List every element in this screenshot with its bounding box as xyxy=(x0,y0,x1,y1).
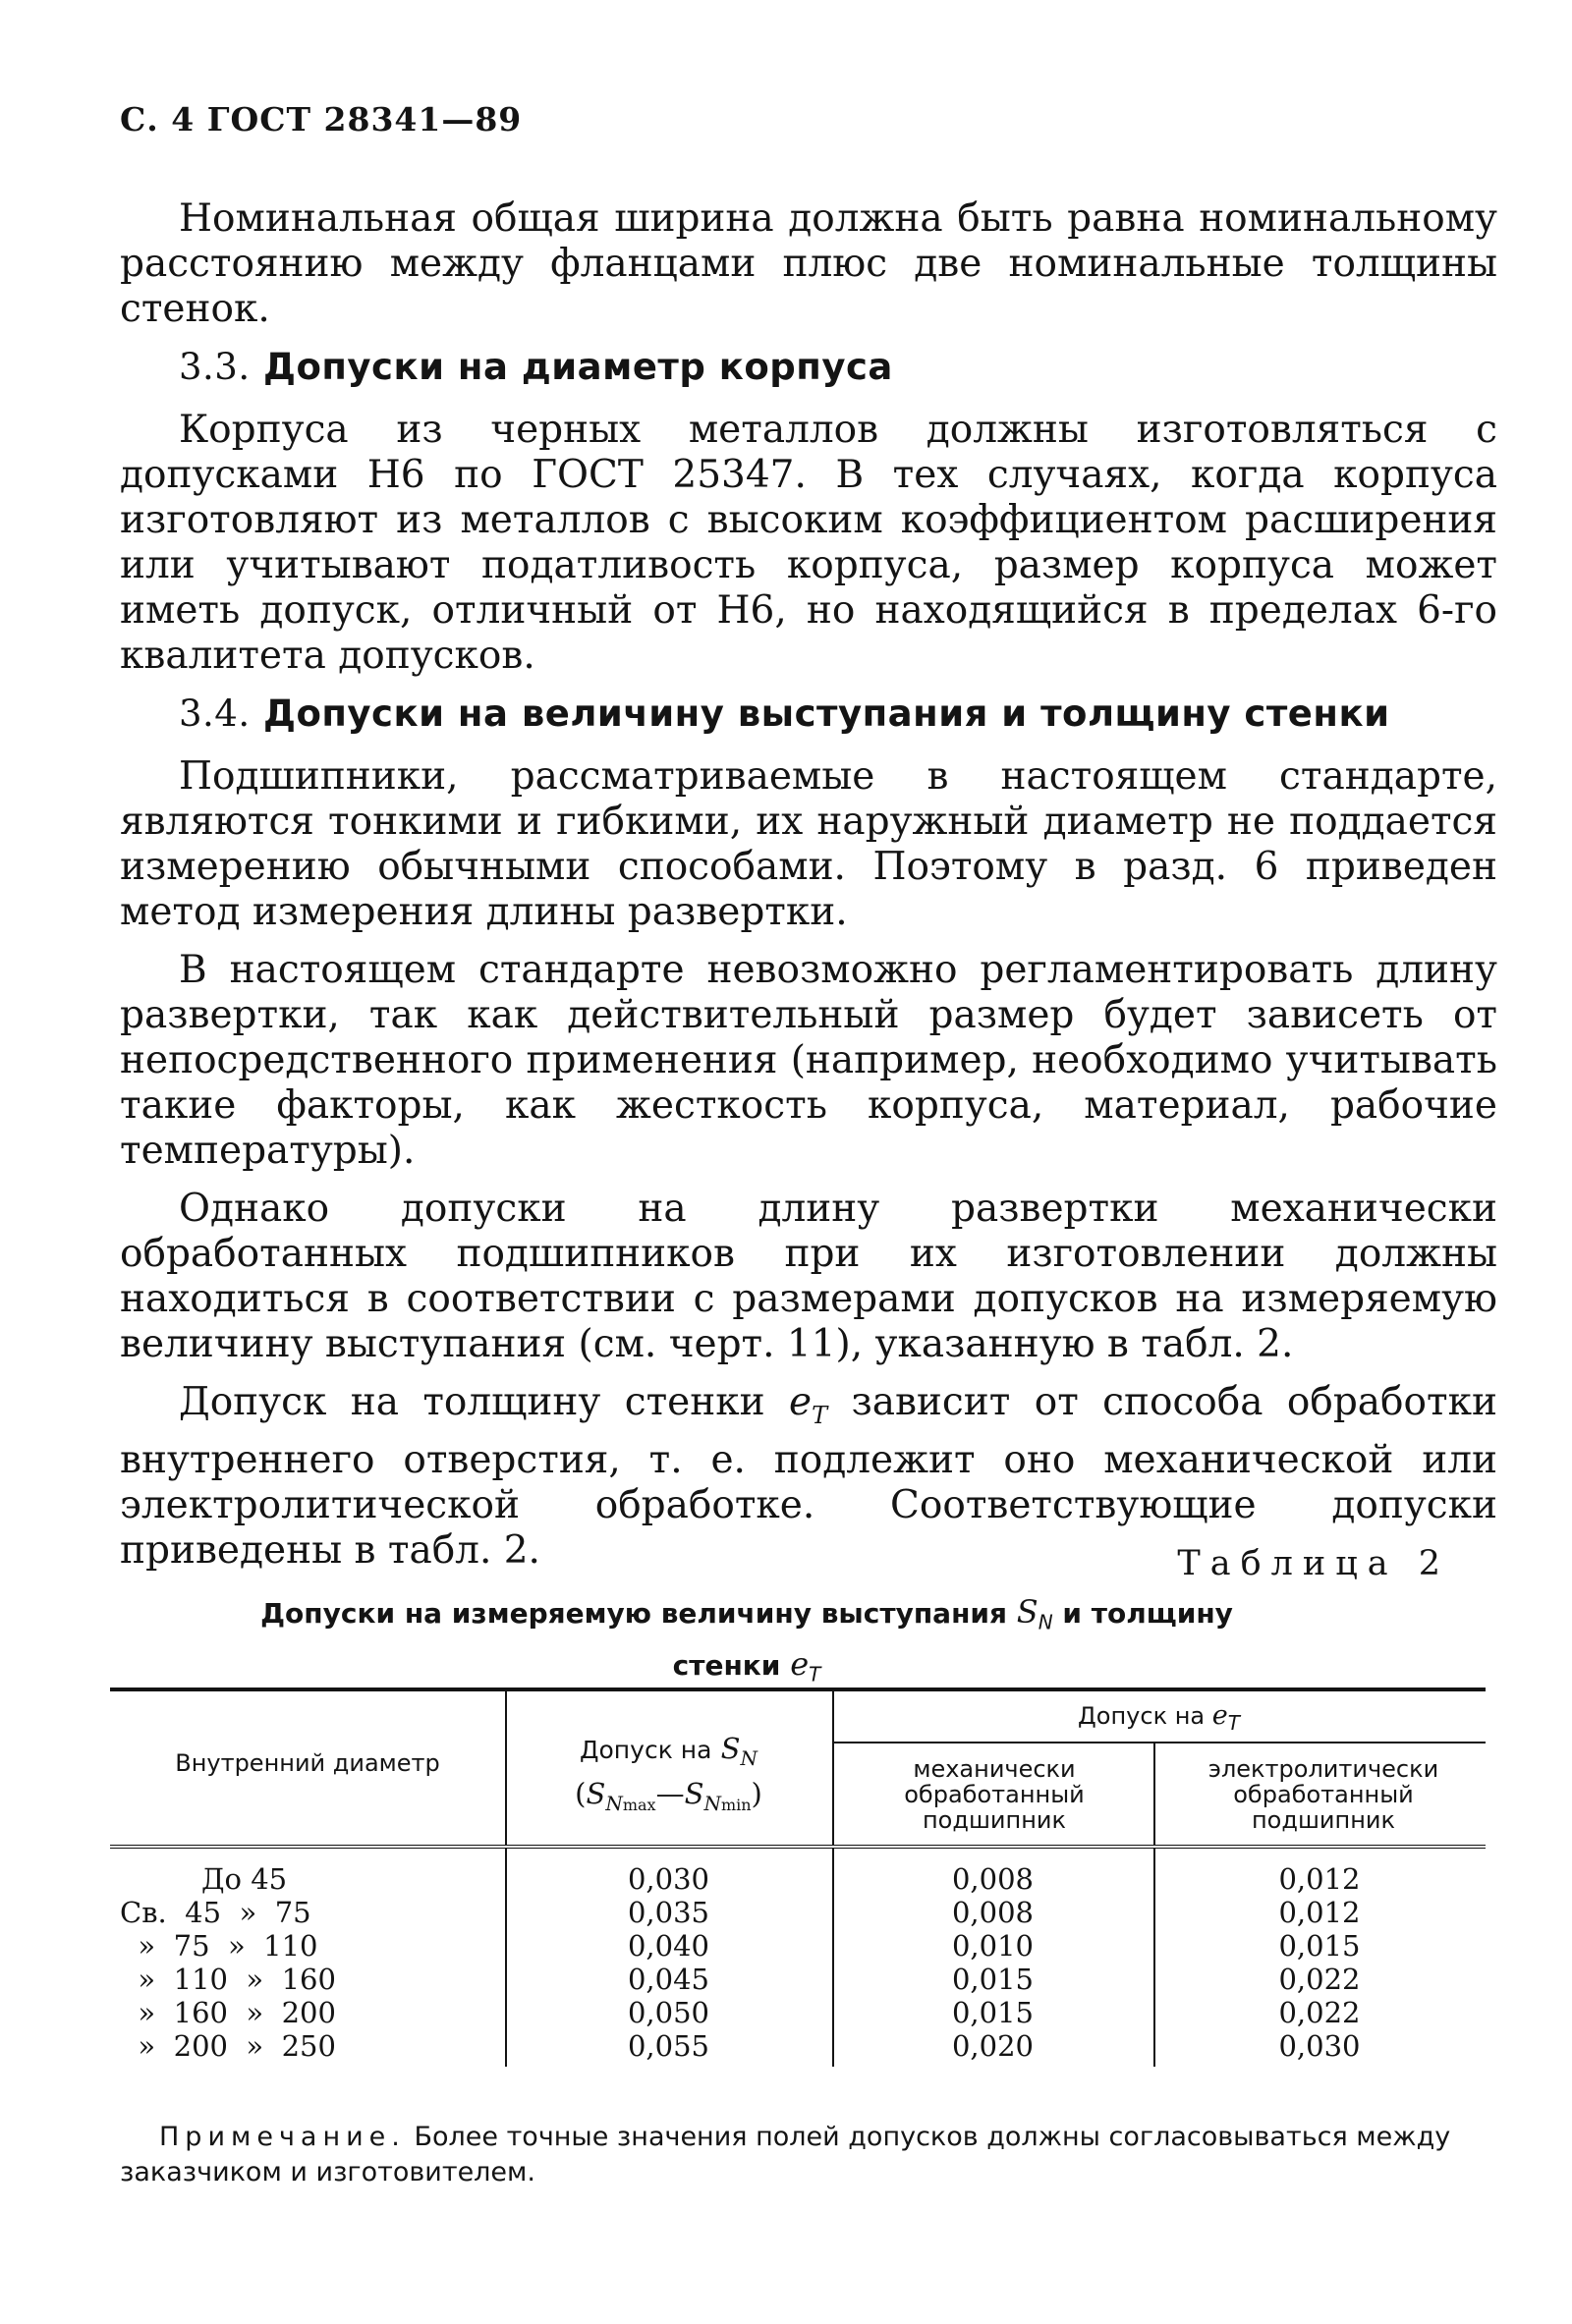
header-et-label: Допуск на xyxy=(1078,1702,1206,1730)
symbol-e: e xyxy=(788,1380,813,1424)
column-electrolytic xyxy=(1153,1862,1486,2063)
table-cell-mech: 0,020 xyxy=(951,2029,1035,2063)
header-sn-sub: N xyxy=(740,1745,758,1770)
symbol-e-subscript: T xyxy=(812,1401,828,1429)
section-3-3-title: Допуски на диаметр корпуса xyxy=(263,346,893,388)
title-symbol-s: S xyxy=(1016,1593,1039,1631)
table-header-row xyxy=(110,1691,1486,1849)
formula-n1: N xyxy=(605,1791,623,1815)
table-title-b: и толщину xyxy=(1062,1597,1233,1630)
table-cell-mech: 0,015 xyxy=(951,1963,1035,1996)
header-divider-3 xyxy=(1153,1743,1155,1845)
title-symbol-e: e xyxy=(790,1644,810,1683)
formula-s1: S xyxy=(586,1776,606,1810)
column-sn xyxy=(505,1862,832,2063)
section-3-3-number: 3.3. xyxy=(179,346,251,388)
formula-min: min xyxy=(720,1795,752,1814)
title-symbol-e-sub: T xyxy=(809,1662,821,1687)
table-label: Таблица 2 xyxy=(1177,1544,1450,1583)
section-3-4-title: Допуски на величину выступания и толщину стенки xyxy=(263,692,1390,735)
paragraph-bearings-thin: Подшипники, рассматриваемые в настоящем стандарте, являются тонкими и гибкими, их наружный диаметр не поддается измерению обычными способами. Поэтому в разд. 6 приведен метод измерения длины развертки. xyxy=(120,754,1497,934)
column-diameter xyxy=(120,1862,493,2063)
table-cell-sn: 0,045 xyxy=(627,1963,710,1996)
formula-max: max xyxy=(622,1795,656,1814)
table-row-diameter: » 75 » 110 xyxy=(120,1929,318,1963)
table-cell-elec: 0,030 xyxy=(1278,2029,1361,2063)
table-note xyxy=(120,2120,1495,2190)
table-cell-elec: 0,022 xyxy=(1278,1996,1361,2029)
table-row-diameter: Св. 45 » 75 xyxy=(120,1896,311,1929)
column-mechanical xyxy=(832,1862,1153,2063)
formula-open: ( xyxy=(575,1776,587,1810)
paragraph-housing-tolerance: Корпуса из черных металлов должны изготовляться с допусками Н6 по ГОСТ 25347. В тех случаях, когда корпуса изготовляют из металлов с высоким коэффициентом расширения или учитывают податливость корпуса, размер корпуса может иметь допуск, отличный от Н6, но находящийся в пределах 6-го квалитета допусков. xyxy=(120,408,1497,678)
table-cell-elec: 0,012 xyxy=(1278,1896,1361,1929)
table-cell-sn: 0,035 xyxy=(627,1896,710,1929)
section-3-4-heading xyxy=(179,692,1497,737)
table-cell-sn: 0,030 xyxy=(627,1862,710,1896)
table-title-c: стенки xyxy=(672,1648,781,1682)
formula-n2: N xyxy=(703,1791,721,1815)
table-row-diameter: » 110 » 160 xyxy=(120,1963,336,1996)
table-row-diameter: » 160 » 200 xyxy=(120,1996,336,2029)
formula-s2: S xyxy=(684,1776,704,1810)
table-cell-sn: 0,050 xyxy=(627,1996,710,2029)
table-cell-sn: 0,040 xyxy=(627,1929,710,1963)
table-cell-elec: 0,015 xyxy=(1278,1929,1361,1963)
body-text xyxy=(120,196,1497,1586)
header-sn-label: Допуск на xyxy=(579,1736,712,1764)
wall-tolerance-text-b: зависит от способа обработки внутреннего отверстия, т. е. подлежит оно механической или электролитической обработке. Соответствующие допуски приведены в табл. 2. xyxy=(120,1380,1497,1573)
header-sn-tolerance xyxy=(505,1731,832,1823)
header-sn-formula xyxy=(575,1776,762,1815)
note-label: Примечание. xyxy=(159,2122,406,2152)
header-et-symbol: e xyxy=(1211,1700,1228,1731)
note-text: Более точные значения полей допусков должны согласовываться между заказчиком и изготовителем. xyxy=(120,2122,1451,2187)
wall-tolerance-text-a: Допуск на толщину стенки xyxy=(179,1380,765,1424)
table-cell-sn: 0,055 xyxy=(627,2029,710,2063)
paragraph-length-tolerance: Однако допуски на длину развертки механически обработанных подшипников при их изготовлении должны находиться в соответствии с размерами допусков на измеряемую величину выступания (см. черт. 11), указанную в табл. 2. xyxy=(120,1187,1497,1366)
table-row-diameter: До 45 xyxy=(120,1862,288,1896)
paragraph-length-regulation: В настоящем стандарте невозможно регламентировать длину развертки, так как действительный размер будет зависеть от непосредственного применения (например, необходимо учитывать такие факторы, как жесткость корпуса, материал, рабочие температуры). xyxy=(120,948,1497,1173)
header-mechanical: механически обработанный подшипник xyxy=(904,1755,1085,1834)
header-sn-symbol: S xyxy=(720,1732,741,1765)
section-3-3-heading xyxy=(179,345,1497,390)
table-row-diameter: » 200 » 250 xyxy=(120,2029,336,2063)
table-body xyxy=(110,1849,1486,2067)
group-header-rule xyxy=(832,1742,1486,1743)
header-electrolytic: электролитически обработанный подшипник xyxy=(1207,1755,1439,1834)
header-inner-diameter: Внутренний диаметр xyxy=(175,1749,440,1777)
header-et-group xyxy=(832,1700,1486,1736)
table-cell-mech: 0,015 xyxy=(951,1996,1035,2029)
title-symbol-s-sub: N xyxy=(1038,1610,1053,1634)
table-cell-mech: 0,010 xyxy=(951,1929,1035,1963)
table-cell-mech: 0,008 xyxy=(951,1896,1035,1929)
formula-dash: — xyxy=(655,1776,685,1810)
formula-close: ) xyxy=(751,1776,762,1810)
table-cell-elec: 0,022 xyxy=(1278,1963,1361,1996)
table-title-a: Допуски на измеряемую величину выступания xyxy=(260,1597,1008,1630)
table-cell-mech: 0,008 xyxy=(951,1862,1035,1896)
tolerance-table xyxy=(110,1688,1486,2067)
page-header: С. 4 ГОСТ 28341—89 xyxy=(120,100,523,138)
section-3-4-number: 3.4. xyxy=(179,692,251,735)
header-et-sub: T xyxy=(1227,1710,1240,1735)
paragraph-nominal-width: Номинальная общая ширина должна быть равна номинальному расстоянию между фланцами плюс две номинальные толщины стенок. xyxy=(120,196,1497,331)
table-cell-elec: 0,012 xyxy=(1278,1862,1361,1896)
table-title xyxy=(196,1591,1297,1694)
